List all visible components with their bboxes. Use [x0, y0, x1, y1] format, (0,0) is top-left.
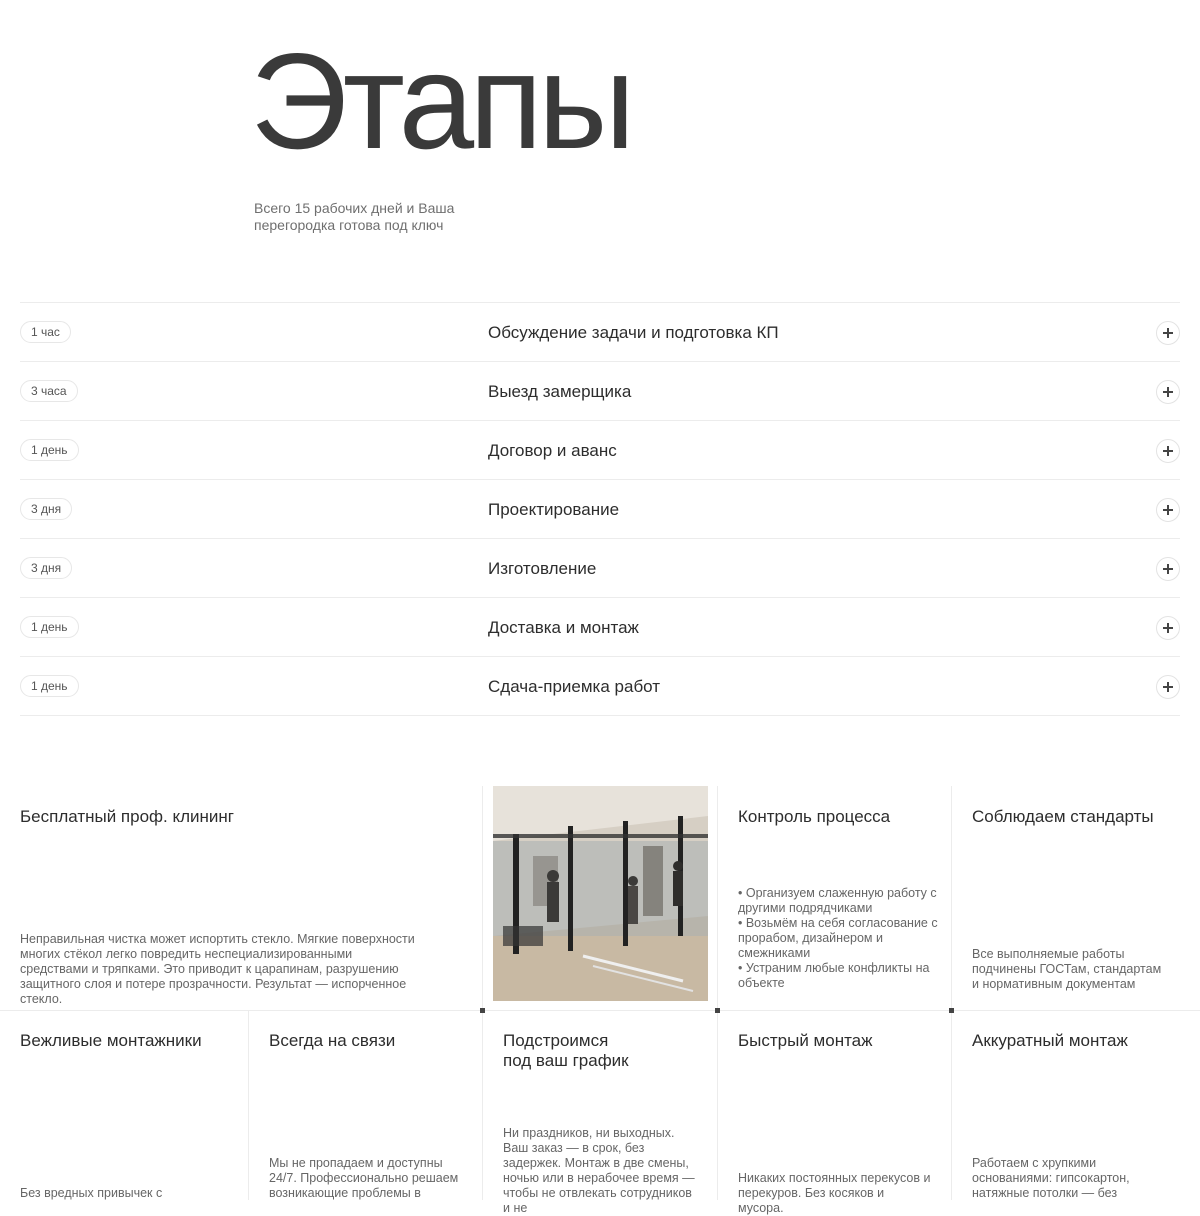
stage-title: Доставка и монтаж	[488, 618, 639, 637]
feature-text-polite: Без вредных привычек с	[20, 1186, 163, 1200]
stage-row[interactable]	[20, 598, 1180, 657]
stage-row[interactable]	[20, 421, 1180, 480]
stage-duration-badge: 3 дня	[20, 498, 72, 520]
stage-row[interactable]	[20, 362, 1180, 421]
grid-divider	[248, 1010, 249, 1200]
stage-title: Проектирование	[488, 500, 620, 519]
stage-title: Обсуждение задачи и подготовка КП	[488, 323, 779, 342]
feature-text-contact: Мы не пропадаем и доступны 24/7. Профессионально решаем возникающие проблемы в	[269, 1156, 459, 1200]
control-bullet: • Возьмём на себя согласование с прорабом, дизайнером и смежниками	[738, 916, 938, 960]
plus-icon[interactable]	[1156, 557, 1180, 581]
plus-icon[interactable]	[1156, 380, 1180, 404]
hero-title: Этапы	[250, 25, 631, 177]
feature-title-polite: Вежливые монтажники	[20, 1031, 202, 1050]
stage-duration-badge: 3 дня	[20, 557, 72, 579]
features-grid	[0, 786, 1200, 1215]
stage-row[interactable]	[20, 480, 1180, 539]
stages-list	[20, 302, 1180, 716]
stage-duration-badge: 1 день	[20, 439, 79, 461]
control-bullet: • Устраним любые конфликты на объекте	[738, 961, 930, 990]
grid-divider	[951, 786, 952, 1200]
control-bullet: • Организуем слаженную работу с другими подрядчиками	[738, 886, 937, 915]
feature-text-standards: Все выполняемые работы подчинены ГОСТам, стандартам и нормативным документам	[972, 947, 1162, 991]
stage-duration-badge: 3 часа	[20, 380, 78, 402]
plus-icon[interactable]	[1156, 616, 1180, 640]
grid-divider	[717, 786, 718, 1200]
stage-row[interactable]	[20, 303, 1180, 362]
feature-title-schedule	[503, 1031, 629, 1071]
stage-title: Изготовление	[488, 559, 597, 578]
feature-text-schedule: Ни праздников, ни выходных. Ваш заказ — в срок, без задержек. Монтаж в две смены, ночью или в нерабочее время — чтобы не отвлекать сотрудников и не	[503, 1126, 695, 1215]
stage-title: Сдача-приемка работ	[488, 677, 661, 696]
stage-row[interactable]	[20, 539, 1180, 598]
plus-icon[interactable]	[1156, 439, 1180, 463]
grid-node	[480, 1008, 485, 1013]
stage-title: Договор и аванс	[488, 441, 617, 460]
schedule-title-line: Подстроимся	[503, 1031, 609, 1050]
feature-title-cleaning: Бесплатный проф. клининг	[20, 807, 234, 826]
stage-title: Выезд замерщика	[488, 382, 632, 401]
feature-title-control: Контроль процесса	[738, 807, 891, 826]
feature-title-careful: Аккуратный монтаж	[972, 1031, 1128, 1050]
stage-row[interactable]	[20, 657, 1180, 716]
schedule-title-line: под ваш график	[503, 1051, 629, 1070]
plus-icon[interactable]	[1156, 498, 1180, 522]
feature-title-contact: Всегда на связи	[269, 1031, 396, 1050]
feature-text-control	[738, 886, 938, 991]
feature-text-careful: Работаем с хрупкими основаниями: гипсокартон, натяжные потолки — без	[972, 1156, 1130, 1200]
feature-title-standards: Соблюдаем стандарты	[972, 807, 1154, 826]
feature-title-fast: Быстрый монтаж	[738, 1031, 873, 1050]
installation-photo	[493, 786, 708, 1001]
feature-text-cleaning: Неправильная чистка может испортить стекло. Мягкие поверхности многих стёкол легко повредить неспециализированными средствами и тряпками. Это приводит к царапинам, разрушению защитного слоя и потере прозрачности. Результат — испорченное стекло.	[20, 932, 415, 1006]
stage-duration-badge: 1 день	[20, 616, 79, 638]
plus-icon[interactable]	[1156, 321, 1180, 345]
grid-divider	[482, 786, 483, 1200]
grid-node	[949, 1008, 954, 1013]
grid-node	[715, 1008, 720, 1013]
feature-text-fast: Никаких постоянных перекусов и перекуров. Без косяков и мусора.	[738, 1171, 931, 1215]
grid-divider	[0, 1010, 1200, 1011]
stage-duration-badge: 1 день	[20, 675, 79, 697]
plus-icon[interactable]	[1156, 675, 1180, 699]
stage-duration-badge: 1 час	[20, 321, 71, 343]
hero-subtitle: Всего 15 рабочих дней и Ваша перегородка готова под ключ	[254, 200, 455, 233]
